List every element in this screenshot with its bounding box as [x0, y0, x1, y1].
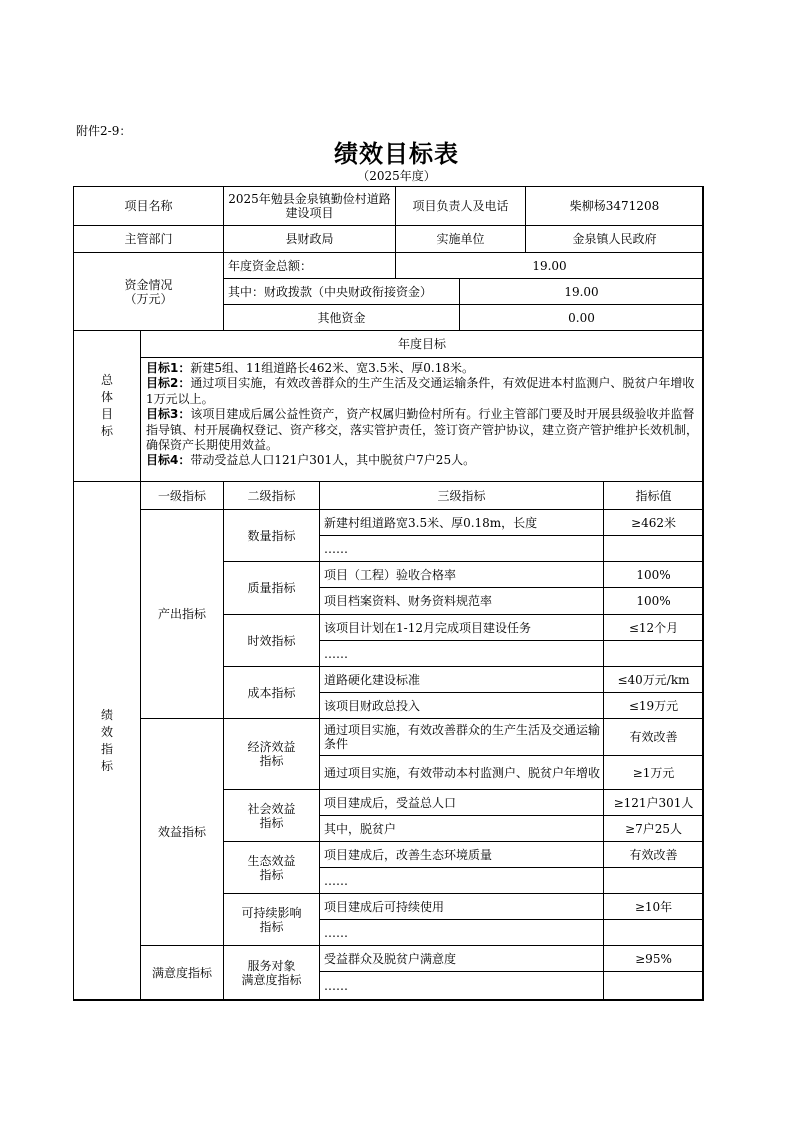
level2-quality — [223, 561, 320, 615]
funds-total-label-text: 年度资金总额： — [228, 258, 313, 273]
level2-ecological — [223, 841, 320, 894]
indicator-value-text: ≥1万元 — [632, 765, 675, 780]
level2-social-text: 社会效益 指标 — [247, 801, 296, 830]
indicator-value-text: 100% — [636, 594, 671, 608]
indicator-value — [603, 867, 704, 894]
goal-text: 该项目建成后属公益性资产，资产权属归勤俭村所有。行业主管部门要及时开展县级验收并监督指导镇、村开展确权登记、资产移交，落实管护责任，签订资产管护协议，建立资产管护维护长效机制，确保资产长期使用效益。 — [146, 407, 699, 453]
contact-value-text: 柴柳杨3471208 — [569, 199, 660, 213]
goal-tag: 目标4： — [146, 453, 191, 468]
overall-goal-label — [73, 330, 141, 482]
funds-label — [73, 252, 224, 331]
goal-tag: 目标2： — [146, 376, 191, 391]
funds-fiscal-value-text: 19.00 — [564, 284, 599, 299]
level3-indicator-text: 项目（工程）验收合格率 — [324, 567, 457, 582]
level3-indicator — [319, 614, 604, 641]
indicator-value — [603, 640, 704, 667]
indicator-value — [603, 587, 704, 615]
level3-indicator — [319, 945, 604, 972]
impl-label — [395, 225, 526, 253]
level3-indicator — [319, 841, 604, 868]
header-indicator-value-text: 指标值 — [635, 488, 672, 503]
header-level1 — [140, 481, 224, 510]
indicator-value-text: 有效改善 — [629, 730, 678, 744]
indicator-value — [603, 666, 704, 693]
level3-indicator — [319, 893, 604, 920]
goal-item — [146, 376, 698, 407]
dept-label-text: 主管部门 — [124, 232, 173, 246]
level3-indicator-text: 受益群众及脱贫户满意度 — [324, 951, 457, 966]
header-level1-text: 一级指标 — [157, 488, 206, 503]
contact-label — [395, 186, 526, 226]
contact-label-text: 项目负责人及电话 — [412, 199, 509, 213]
level3-indicator-text: 通过项目实施，有效改善群众的生产生活及交通运输条件 — [324, 723, 601, 751]
level3-indicator-text: 项目档案资料、财务资料规范率 — [324, 594, 493, 608]
performance-label-text: 绩 效 指 标 — [100, 708, 113, 773]
level3-indicator — [319, 789, 604, 816]
level3-indicator — [319, 535, 604, 562]
level3-indicator — [319, 692, 604, 719]
level2-quantity — [223, 509, 320, 562]
level3-indicator-text: 项目建成后可持续使用 — [324, 899, 445, 914]
overall-goal-label-text: 总 体 目 标 — [100, 373, 113, 438]
funds-other-value-text: 0.00 — [568, 310, 595, 325]
indicator-value — [603, 561, 704, 588]
level3-indicator-text: …… — [324, 541, 348, 556]
dept-label — [73, 225, 224, 253]
impl-label-text: 实施单位 — [436, 232, 485, 246]
indicator-value-text: ≥7户25人 — [625, 821, 682, 836]
impl-value — [525, 225, 704, 253]
indicator-value-text: ≥121户301人 — [613, 795, 694, 810]
funds-fiscal-label-text: 其中：财政拨款（中央财政衔接资金） — [228, 284, 433, 299]
goal-tag: 目标3： — [146, 407, 191, 422]
level3-indicator — [319, 867, 604, 894]
performance-label — [73, 481, 141, 1001]
annual-goals-text — [140, 357, 704, 482]
funds-fiscal-label — [223, 278, 460, 305]
indicator-value — [603, 893, 704, 920]
level2-quality-text: 质量指标 — [247, 581, 296, 595]
indicator-value — [603, 718, 704, 756]
level3-indicator — [319, 509, 604, 536]
goal-text: 带动受益总人口121户301人，其中脱贫户7户25人。 — [190, 453, 476, 468]
level3-indicator-text: 通过项目实施，有效带动本村监测户、脱贫户年增收 — [324, 765, 601, 780]
level3-indicator — [319, 666, 604, 693]
indicator-value-text: 有效改善 — [629, 847, 678, 862]
contact-value — [525, 186, 704, 226]
level2-cost-text: 成本指标 — [247, 685, 296, 700]
project-name-label-text: 项目名称 — [124, 199, 173, 213]
level3-indicator — [319, 718, 604, 756]
level2-social — [223, 789, 320, 842]
indicator-value — [603, 755, 704, 790]
level2-ecological-text: 生态效益 指标 — [247, 853, 296, 882]
level3-indicator-text: …… — [324, 925, 348, 940]
indicator-value-text: ≤40万元/km — [617, 672, 690, 687]
level1-satisfaction — [140, 945, 224, 1001]
attachment-label: 附件2-9： — [76, 124, 132, 138]
header-level3-text: 三级指标 — [437, 488, 486, 503]
funds-other-value — [459, 304, 704, 331]
level3-indicator-text: 新建村组道路宽3.5米、厚0.18m，长度 — [324, 515, 538, 530]
indicator-value — [603, 789, 704, 816]
level3-indicator — [319, 919, 604, 946]
page-title: 绩效目标表 — [334, 139, 459, 168]
level2-timeliness — [223, 614, 320, 667]
annual-goal-header-text: 年度目标 — [397, 337, 446, 351]
indicator-value-text: ≤12个月 — [628, 620, 679, 635]
level1-benefit — [140, 718, 224, 946]
level3-indicator-text: 该项目财政总投入 — [324, 698, 421, 713]
dept-value — [223, 225, 396, 253]
header-level3 — [319, 481, 604, 510]
level3-indicator-text: 其中，脱贫户 — [324, 821, 397, 836]
indicator-value — [603, 692, 704, 719]
level2-quantity-text: 数量指标 — [247, 528, 296, 543]
level3-indicator-text: 项目建成后，受益总人口 — [324, 795, 457, 810]
level2-sustainable-text: 可持续影响 指标 — [241, 905, 302, 934]
level3-indicator — [319, 640, 604, 667]
funds-fiscal-value — [459, 278, 704, 305]
indicator-value — [603, 614, 704, 641]
goal-text: 新建5组、11组道路长462米、宽3.5米、厚0.18米。 — [190, 361, 474, 375]
funds-label-text: 资金情况 （万元） — [124, 277, 173, 306]
level3-indicator-text: 项目建成后，改善生态环境质量 — [324, 847, 493, 862]
level3-indicator-text: 道路硬化建设标准 — [324, 672, 421, 687]
goal-item — [146, 361, 698, 376]
indicator-value — [603, 971, 704, 1001]
dept-value-text: 县财政局 — [285, 232, 334, 246]
indicator-value-text: 100% — [636, 567, 671, 582]
level1-satisfaction-text: 满意度指标 — [151, 966, 212, 980]
project-name-label — [73, 186, 224, 226]
level2-service-text: 服务对象 满意度指标 — [241, 959, 302, 987]
level2-economic-text: 经济效益 指标 — [247, 740, 296, 768]
indicator-value — [603, 509, 704, 536]
level2-sustainable — [223, 893, 320, 946]
indicator-value-text: ≤19万元 — [628, 698, 679, 713]
level3-indicator — [319, 815, 604, 842]
level3-indicator-text: …… — [324, 979, 348, 993]
indicator-value — [603, 945, 704, 972]
impl-value-text: 金泉镇人民政府 — [572, 232, 657, 246]
level3-indicator-text: 该项目计划在1-12月完成项目建设任务 — [324, 620, 531, 635]
level3-indicator — [319, 755, 604, 790]
indicator-value-text: ≥462米 — [631, 515, 676, 530]
level3-indicator — [319, 971, 604, 1001]
funds-total-label — [223, 252, 396, 279]
header-level2 — [223, 481, 320, 510]
level3-indicator-text: …… — [324, 873, 348, 888]
level3-indicator — [319, 561, 604, 588]
level2-economic — [223, 718, 320, 790]
goal-item — [146, 453, 698, 468]
goal-item — [146, 407, 698, 453]
level1-benefit-text: 效益指标 — [157, 825, 206, 839]
level1-output — [140, 509, 224, 719]
header-indicator-value — [603, 481, 704, 510]
header-level2-text: 二级指标 — [247, 488, 296, 503]
level2-timeliness-text: 时效指标 — [247, 633, 296, 648]
level3-indicator-text: …… — [324, 646, 348, 661]
funds-total-value-text: 19.00 — [532, 258, 567, 273]
goal-text: 通过项目实施，有效改善群众的生产生活及交通运输条件，有效促进本村监测户、脱贫户年增收1万元以上。 — [146, 376, 695, 406]
level3-indicator — [319, 587, 604, 615]
project-name-value-text: 2025年勉县金泉镇勤俭村道路建设项目 — [228, 192, 391, 220]
indicator-value — [603, 841, 704, 868]
funds-other-label-text: 其他资金 — [317, 310, 366, 325]
indicator-value — [603, 535, 704, 562]
goal-tag: 目标1： — [146, 361, 191, 375]
indicator-value — [603, 815, 704, 842]
indicator-value-text: ≥95% — [635, 951, 672, 966]
level1-output-text: 产出指标 — [157, 607, 206, 621]
annual-goal-header — [140, 330, 704, 358]
project-name-value — [223, 186, 396, 226]
level2-cost — [223, 666, 320, 719]
indicator-value — [603, 919, 704, 946]
page-subtitle: （2025年度） — [357, 169, 436, 183]
funds-total-value — [395, 252, 704, 279]
level2-service — [223, 945, 320, 1001]
indicator-value-text: ≥10年 — [634, 899, 673, 914]
funds-other-label — [223, 304, 460, 331]
